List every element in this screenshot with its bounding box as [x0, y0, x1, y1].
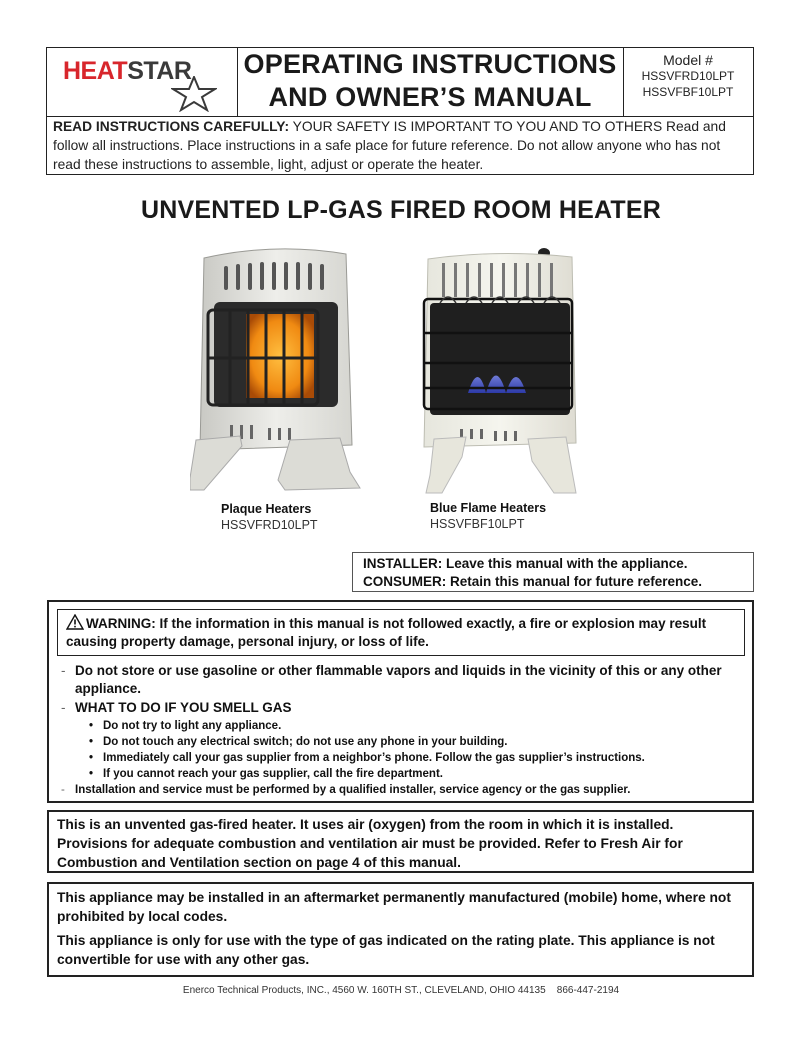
- list-item: • Do not touch any electrical switch; do not use any phone in your building.: [89, 734, 645, 750]
- header-row: [47, 48, 753, 117]
- unvented-notice: This is an unvented gas-fired heater. It uses air (oxygen) from the room in which it is installed. Provisions for adequate combustion and ventilation air must be provided. Refer to Fresh Air for Combustion and Ventilation section on page 4 of this manual.: [47, 810, 754, 873]
- logo-heat: HEAT: [63, 57, 128, 85]
- plaque-caption-title: Plaque Heaters: [221, 502, 312, 516]
- plaque-heater-image: [190, 240, 365, 495]
- blue-flame-caption-title: Blue Flame Heaters: [430, 501, 547, 515]
- plaque-caption-model: HSSVFRD10LPT: [221, 518, 318, 532]
- plaque-caption: [221, 501, 318, 533]
- installation-notice: [47, 882, 754, 977]
- blue-flame-caption: [430, 500, 546, 532]
- warning-headline-box: [57, 609, 745, 656]
- list-item: • Do not try to light any appliance.: [89, 718, 645, 734]
- product-title: UNVENTED LP-GAS FIRED ROOM HEATER: [140, 196, 662, 224]
- warning-item-flammable-text: Do not store or use gasoline or other flammable vapors and liquids in the vicinity of this or any other appliance.: [75, 663, 722, 696]
- model-box: [623, 48, 753, 116]
- read-instructions-heading: READ INSTRUCTIONS CAREFULLY:: [53, 119, 290, 134]
- title-line-2: AND OWNER’S MANUAL: [268, 82, 592, 112]
- warning-item-installation-text: Installation and service must be performed by a qualified installer, service agency or the gas supplier.: [75, 784, 631, 796]
- installer-line: INSTALLER: Leave this manual with the appliance.: [363, 556, 688, 571]
- footer-address: Enerco Technical Products, INC., 4560 W. 160TH ST., CLEVELAND, OHIO 44135 866-447-2194: [182, 985, 620, 996]
- read-instructions-text: YOUR SAFETY IS IMPORTANT TO YOU AND TO OTHERS Read and follow all instructions. Place instructions in a safe place for future reference. Do not allow anyone who has not read these instructions to assemble, light, adjust or operate the heater.: [53, 119, 726, 172]
- smell-gas-bullets: [89, 718, 645, 782]
- model-number-2: HSSVFBF10LPT: [642, 85, 734, 99]
- read-instructions: [53, 117, 747, 174]
- manual-title: [237, 48, 624, 116]
- warning-item-smell-gas: - WHAT TO DO IF YOU SMELL GAS: [61, 700, 292, 715]
- logo-star: STAR: [127, 57, 192, 85]
- warning-item-smell-gas-text: WHAT TO DO IF YOU SMELL GAS: [75, 700, 292, 715]
- header-block: [46, 47, 754, 175]
- blue-flame-caption-model: HSSVFBF10LPT: [430, 517, 525, 531]
- model-label: Model #: [663, 52, 713, 68]
- warning-section: [47, 600, 754, 803]
- warning-headline: WARNING: If the information in this manual is not followed exactly, a fire or explosion may result causing property damage, personal injury, or loss of life.: [66, 616, 707, 649]
- star-icon: [171, 76, 217, 112]
- blue-flame-heater-image: [420, 243, 580, 498]
- brand-logo: [47, 48, 238, 116]
- consumer-line: CONSUMER: Retain this manual for future reference.: [363, 574, 703, 589]
- list-item: • Immediately call your gas supplier from a neighbor’s phone. Follow the gas supplier’s instructions.: [89, 750, 645, 766]
- mobile-home-notice: This appliance may be installed in an aftermarket permanently manufactured (mobile) home, where not prohibited by local codes.: [57, 890, 731, 924]
- gas-type-notice: This appliance is only for use with the type of gas indicated on the rating plate. This appliance is not convertible for use with any other gas.: [57, 933, 715, 967]
- warning-triangle-icon: [66, 614, 84, 630]
- installer-notice: [352, 552, 754, 592]
- warning-item-flammable: - Do not store or use gasoline or other flammable vapors and liquids in the vicinity of this or any other appliance.: [61, 662, 751, 698]
- warning-item-installation: - Installation and service must be performed by a qualified installer, service agency or the gas supplier.: [61, 784, 631, 796]
- list-item: • If you cannot reach your gas supplier, call the fire department.: [89, 766, 645, 782]
- title-line-1: OPERATING INSTRUCTIONS: [243, 49, 617, 79]
- model-number-1: HSSVFRD10LPT: [641, 69, 735, 83]
